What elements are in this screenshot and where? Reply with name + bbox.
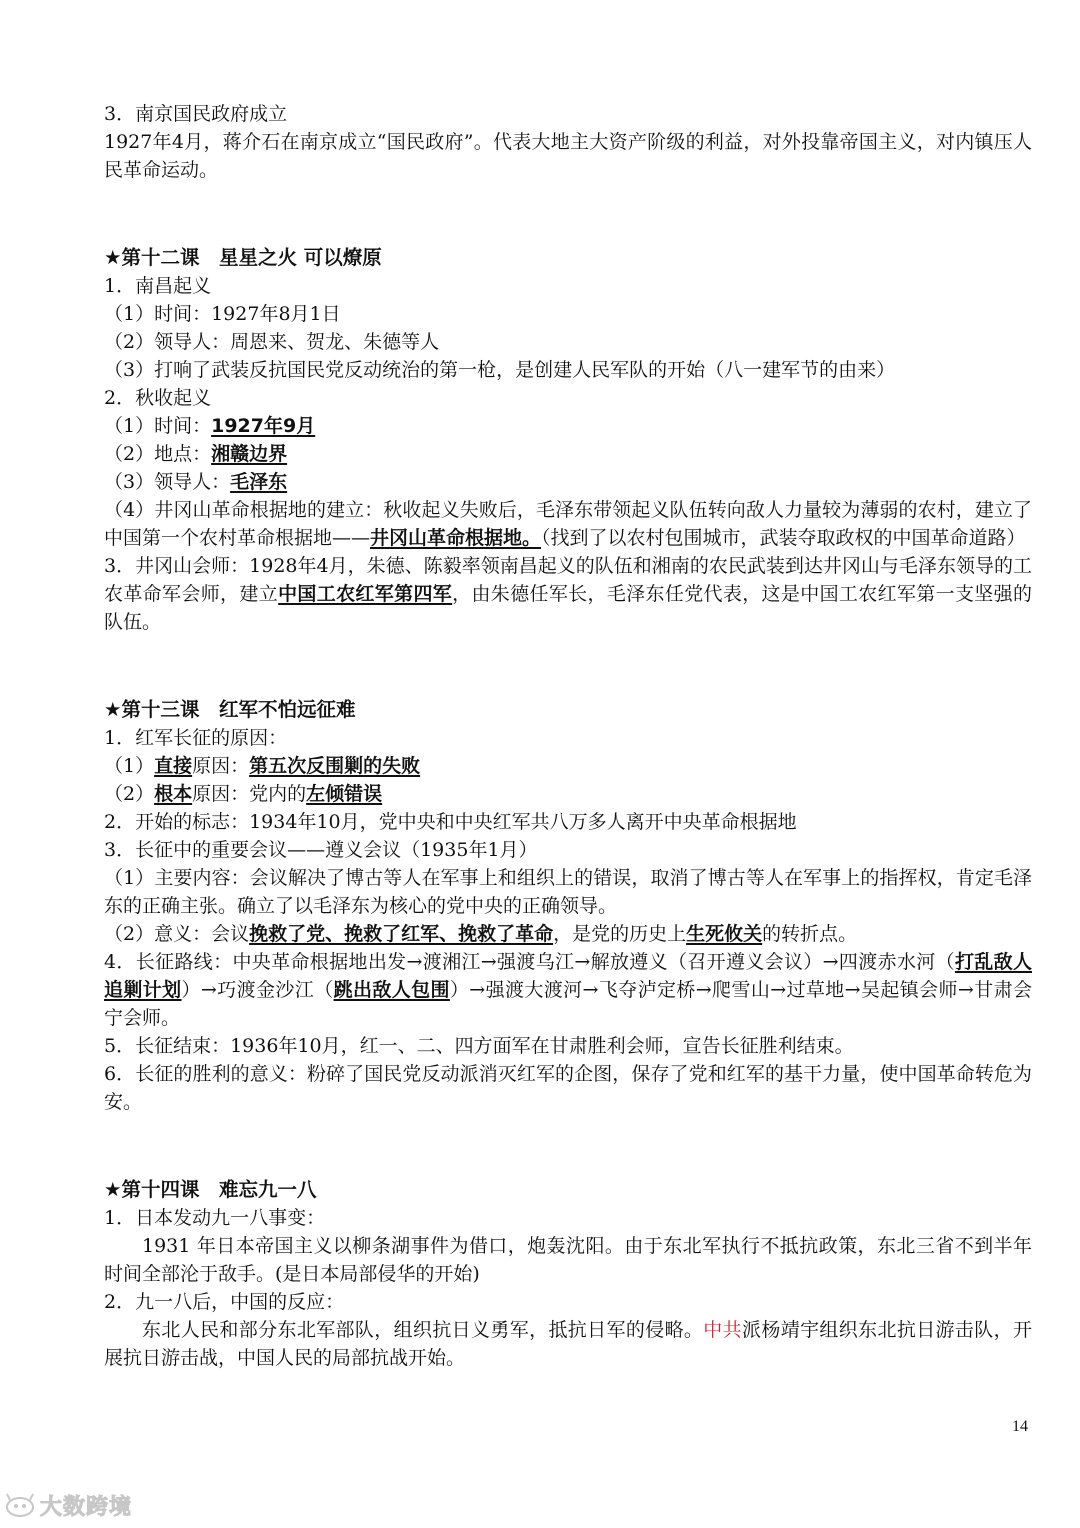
label: （3）领导人： [104,471,231,493]
lesson13-p1: 1．红军长征的原因： [104,727,288,749]
text: ）→强渡大渡河→飞夺泸定桥→爬雪山→过草地→吴起镇会师→甘肃会宁会师。 [104,979,1032,1029]
keyword: 毛泽东 [230,471,288,493]
text: ）→巧渡金沙江（ [181,979,334,1001]
lesson11-item3-title: 3．南京国民政府成立 [104,103,288,125]
lesson13-title: 第十三课 红军不怕远征难 [121,698,356,721]
text: 4．长征路线：中央革命根据地出发→渡湘江→强渡乌江→解放遵义（召开遵义会议）→四渡赤水河（ [104,951,955,973]
lesson12-p1b: （2）领导人：周恩来、贺龙、朱德等人 [104,331,440,353]
text: （2）意义：会议 [104,923,250,945]
lesson13-p3b [104,920,1032,948]
keyword: 生死攸关 [686,923,763,945]
text: 3．井冈山会师：1928年4月，朱德、陈毅率领南昌起义的队伍和湘南的农民武装到达井冈山与毛泽东领导的工农革命军会师，建立 [104,555,1032,605]
keyword: 井冈山革命根据地。 [370,527,542,549]
watermark-text: 大数跨境 [40,1494,133,1520]
text: 派杨靖宇组织东北抗日游击队，开展抗日游击战，中国人民的局部抗战开始。 [104,1319,1032,1369]
lesson12-title: 第十二课 星星之火 可以燎原 [121,246,382,269]
lesson14-p1-body: 1931 年日本帝国主义以柳条湖事件为借口，炮轰沈阳。由于东北军执行不抵抗政策，东北三省不到半年时间全部沦于敌手。(是日本局部侵华的开始) [104,1235,1032,1285]
lesson14-title: 第十四课 难忘九一八 [121,1178,317,1201]
lesson12-p2b [104,440,1032,468]
text: （1） [104,755,155,777]
lesson13-p3a: （1）主要内容：会议解决了博古等人在军事上和组织上的错误，取消了博古等人在军事上的指挥权，肯定毛泽东的正确主张。确立了以毛泽东为核心的党中央的正确领导。 [104,867,1032,917]
lesson13-p1a [104,752,1032,780]
label: （1）时间： [104,415,212,437]
text: （找到了以农村包围城市，武装夺取政权的中国革命道路） [541,527,1026,549]
keyword: 打乱敌人追剿计划 [104,951,1032,1001]
lesson13-heading [104,696,1032,724]
keyword: 左倾错误 [306,783,383,805]
lesson13-p3: 3．长征中的重要会议——遵义会议（1935年1月） [104,839,538,861]
page-content [104,100,1032,1372]
star-icon: ★ [104,698,122,721]
lesson11-item3-body: 1927年4月，蒋介石在南京成立“国民政府”。代表大地主大资产阶级的利益，对外投靠帝国主义，对内镇压人民革命运动。 [104,131,1032,181]
keyword: 湘赣边界 [211,443,288,465]
lesson14-p2-body [104,1316,1032,1372]
lesson13-p6: 6．长征的胜利的意义：粉碎了国民党反动派消灭红军的企图，保存了党和红军的基干力量，使中国革命转危为安。 [104,1063,1032,1113]
lesson14-p2: 2．九一八后，中国的反应： [104,1291,345,1313]
lesson14-p1: 1．日本发动九一八事变： [104,1207,326,1229]
lesson12-p2c [104,468,1032,496]
text: ，由朱德任军长，毛泽东任党代表，这是中国工农红军第一支坚强的队伍。 [104,583,1032,633]
lesson12-heading [104,244,1032,272]
keyword: 第五次反围剿的失败 [249,755,421,777]
text: 原因： [192,755,250,777]
text: （2） [104,783,155,805]
lesson12-p2a [104,412,1032,440]
text: ，是党的历史上 [553,923,687,945]
lesson12-p1a: （1）时间：1927年8月1日 [104,303,341,325]
page-number: 14 [1012,1418,1028,1435]
keyword: 跳出敌人包围 [333,979,450,1001]
keyword: 直接 [154,755,193,777]
watermark [4,1490,132,1520]
lesson13-p5: 5．长征结束：1936年10月，红一、二、四方面军在甘肃胜利会师，宣告长征胜利结束。 [104,1035,854,1057]
watermark-logo-icon [4,1492,36,1518]
star-icon: ★ [104,246,122,269]
lesson12-p1c: （3）打响了武装反抗国民党反动统治的第一枪，是创建人民军队的开始（八一建军节的由来） [104,359,896,381]
lesson12-p1: 1．南昌起义 [104,275,212,297]
text: 的转折点。 [762,923,858,945]
lesson12-p2: 2．秋收起义 [104,387,212,409]
text: 原因：党内的 [192,783,307,805]
keyword: 1927年9月 [211,415,316,437]
lesson12-p3 [104,552,1032,636]
red-highlight: 中共 [703,1319,743,1341]
text: （4）井冈山革命根据地的建立：秋收起义失败后，毛泽东带领起义队伍转向敌人力量较为薄弱的农村，建立了中国第一个农村革命根据地—— [104,499,1032,549]
lesson13-p2: 2．开始的标志：1934年10月，党中央和中央红军共八万多人离开中央革命根据地 [104,811,797,833]
keyword: 根本 [154,783,193,805]
text: 东北人民和部分东北军部队，组织抗日义勇军，抵抗日军的侵略。 [142,1319,704,1341]
lesson14-heading [104,1176,1032,1204]
keyword: 中国工农红军第四军 [278,583,453,605]
label: （2）地点： [104,443,212,465]
keyword: 挽救了党、挽救了红军、挽救了革命 [249,923,554,945]
lesson13-p4 [104,948,1032,1032]
star-icon: ★ [104,1178,122,1201]
lesson12-p2d [104,496,1032,552]
lesson13-p1b [104,780,1032,808]
